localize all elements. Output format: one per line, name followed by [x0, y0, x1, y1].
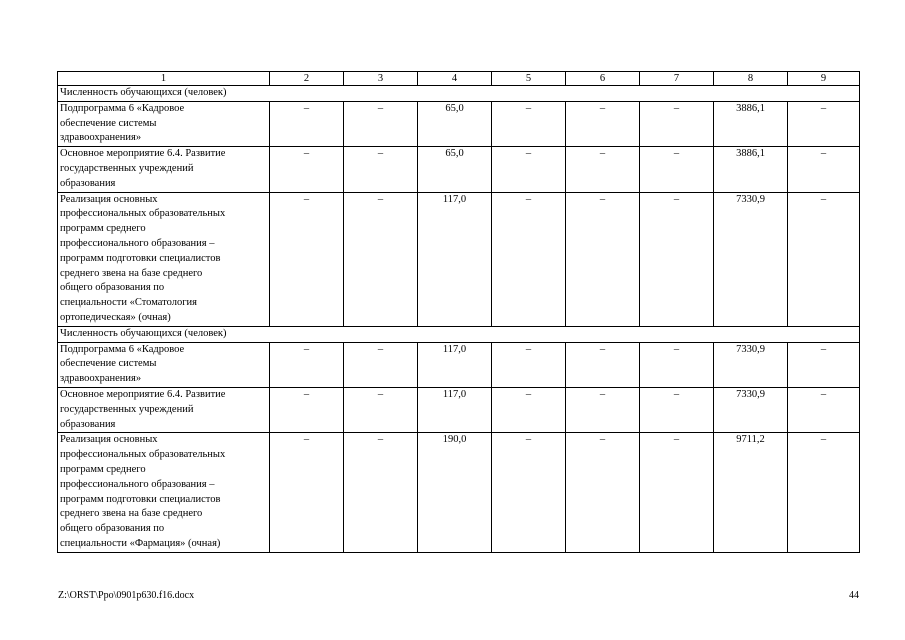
- table-cell: –: [492, 101, 566, 146]
- table-cell: –: [640, 192, 714, 326]
- description-line: образования: [60, 177, 116, 189]
- table-cell: –: [640, 433, 714, 552]
- description-line: программ подготовки специалистов: [60, 252, 221, 264]
- table-cell: –: [640, 387, 714, 432]
- table-cell: 117,0: [418, 192, 492, 326]
- description-line: общего образования по: [60, 282, 165, 294]
- table-cell: –: [344, 147, 418, 192]
- row-description: [58, 342, 270, 387]
- table-cell: –: [788, 342, 860, 387]
- table-cell: –: [788, 387, 860, 432]
- table-cell: –: [640, 101, 714, 146]
- description-line: здравоохранения»: [60, 132, 142, 144]
- table-row: [58, 433, 860, 552]
- table-row: [58, 101, 860, 146]
- row-description: [58, 192, 270, 326]
- table-cell: –: [566, 387, 640, 432]
- table-row: [58, 342, 860, 387]
- table-cell: –: [492, 192, 566, 326]
- section-title: Численность обучающихся (человек): [58, 326, 860, 342]
- description-line: профессионального образования –: [60, 237, 215, 249]
- table-cell: 65,0: [418, 101, 492, 146]
- table-cell: 190,0: [418, 433, 492, 552]
- table-row: [58, 387, 860, 432]
- table-cell: –: [640, 342, 714, 387]
- description-line: Основное мероприятие 6.4. Развитие: [60, 148, 226, 160]
- table-cell: –: [788, 101, 860, 146]
- table-cell: –: [566, 101, 640, 146]
- table-cell: –: [640, 147, 714, 192]
- row-description: [58, 147, 270, 192]
- table-cell: –: [270, 433, 344, 552]
- row-description: [58, 433, 270, 552]
- table-cell: –: [270, 387, 344, 432]
- table-cell: –: [344, 387, 418, 432]
- column-header: 7: [640, 72, 714, 86]
- table-cell: 7330,9: [714, 342, 788, 387]
- table-cell: –: [566, 192, 640, 326]
- description-line: Подпрограмма 6 «Кадровое: [60, 102, 185, 114]
- description-line: образования: [60, 418, 116, 430]
- table-cell: –: [566, 147, 640, 192]
- table-cell: 3886,1: [714, 101, 788, 146]
- data-table: [57, 71, 860, 553]
- description-line: профессиональных образовательных: [60, 208, 226, 220]
- column-header: 6: [566, 72, 640, 86]
- description-line: ортопедическая» (очная): [60, 311, 171, 323]
- column-header: 2: [270, 72, 344, 86]
- table-cell: –: [492, 387, 566, 432]
- table-cell: –: [492, 147, 566, 192]
- description-line: обеспечение системы: [60, 117, 157, 129]
- table-cell: 117,0: [418, 342, 492, 387]
- table-cell: –: [344, 342, 418, 387]
- description-line: обеспечение системы: [60, 358, 157, 370]
- description-line: здравоохранения»: [60, 373, 142, 385]
- table-cell: 65,0: [418, 147, 492, 192]
- table-cell: 117,0: [418, 387, 492, 432]
- description-line: среднего звена на базе среднего: [60, 267, 203, 279]
- table-body: [58, 72, 860, 553]
- table-cell: –: [566, 342, 640, 387]
- description-line: специальности «Стоматология: [60, 297, 197, 309]
- section-title: Численность обучающихся (человек): [58, 86, 860, 102]
- footer-file-path: Z:\ORST\Ppo\0901p630.f16.docx: [58, 590, 195, 601]
- table-cell: –: [344, 192, 418, 326]
- column-header: 5: [492, 72, 566, 86]
- footer-page-number: 44: [849, 590, 859, 601]
- table-cell: –: [270, 342, 344, 387]
- description-line: Реализация основных: [60, 193, 158, 205]
- description-line: Подпрограмма 6 «Кадровое: [60, 343, 185, 355]
- table-cell: –: [788, 433, 860, 552]
- row-description: [58, 387, 270, 432]
- section-row: [58, 86, 860, 102]
- description-line: программ подготовки специалистов: [60, 493, 221, 505]
- description-line: специальности «Фармация» (очная): [60, 537, 221, 549]
- description-line: государственных учреждений: [60, 403, 194, 415]
- column-header: 3: [344, 72, 418, 86]
- column-header: 8: [714, 72, 788, 86]
- column-header: 4: [418, 72, 492, 86]
- table-header-row: [58, 72, 860, 86]
- description-line: Основное мероприятие 6.4. Развитие: [60, 388, 226, 400]
- table-cell: –: [270, 101, 344, 146]
- table-cell: 9711,2: [714, 433, 788, 552]
- table-row: [58, 147, 860, 192]
- row-description: [58, 101, 270, 146]
- description-line: среднего звена на базе среднего: [60, 508, 203, 520]
- table-cell: –: [492, 433, 566, 552]
- description-line: профессионального образования –: [60, 478, 215, 490]
- table-cell: 3886,1: [714, 147, 788, 192]
- section-row: [58, 326, 860, 342]
- description-line: программ среднего: [60, 463, 146, 475]
- table-cell: –: [270, 192, 344, 326]
- description-line: государственных учреждений: [60, 162, 194, 174]
- column-header: 9: [788, 72, 860, 86]
- description-line: общего образования по: [60, 523, 165, 535]
- description-line: профессиональных образовательных: [60, 449, 226, 461]
- table-cell: –: [344, 433, 418, 552]
- description-line: Реализация основных: [60, 434, 158, 446]
- table-cell: –: [270, 147, 344, 192]
- table-row: [58, 192, 860, 326]
- table-cell: 7330,9: [714, 192, 788, 326]
- table-cell: –: [566, 433, 640, 552]
- table-cell: –: [492, 342, 566, 387]
- description-line: программ среднего: [60, 223, 146, 235]
- column-header: 1: [58, 72, 270, 86]
- table-cell: 7330,9: [714, 387, 788, 432]
- table-cell: –: [788, 192, 860, 326]
- table-cell: –: [344, 101, 418, 146]
- table-cell: –: [788, 147, 860, 192]
